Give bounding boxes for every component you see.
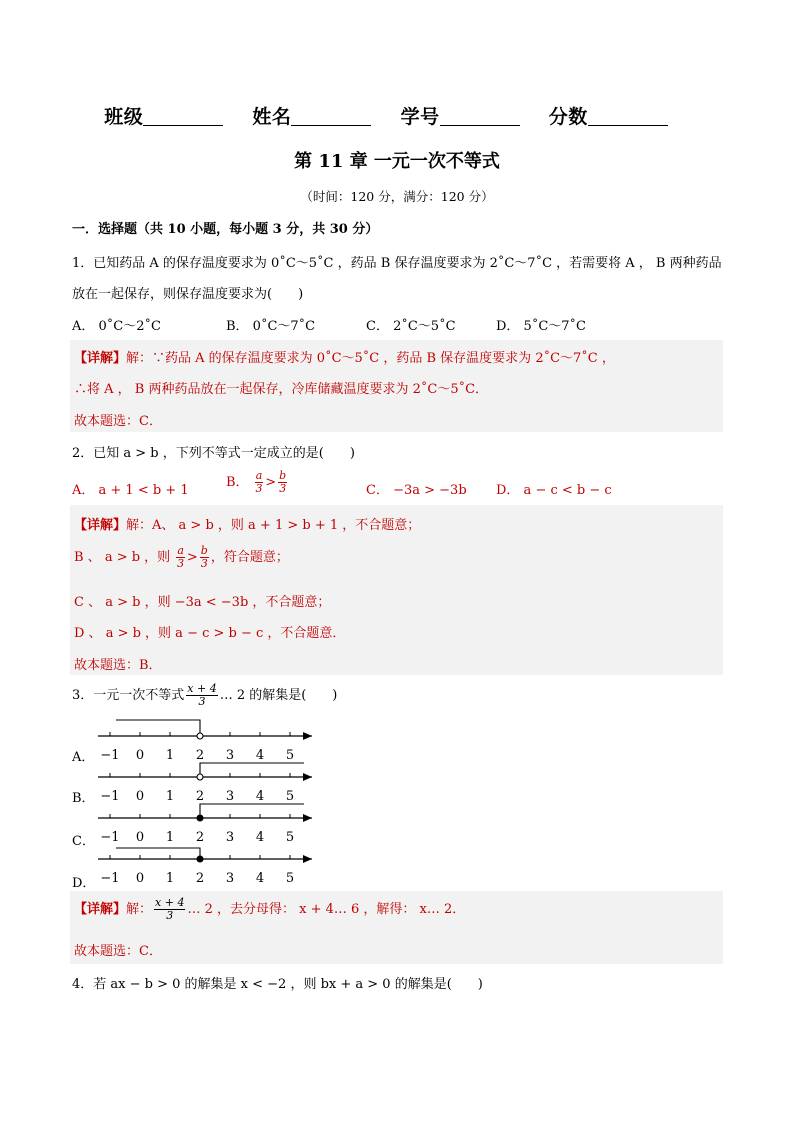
- tick-label: 5: [285, 830, 295, 845]
- q4-stem: 4．若 ax − b > 0 的解集是 x < −2 ，则 bx + a > 0 的解集是( ): [72, 977, 483, 992]
- q2-option-d[interactable]: D． a − c < b − c: [496, 483, 612, 498]
- tick-label: 1: [165, 748, 175, 763]
- solution-bracket: [200, 763, 304, 777]
- solution-bracket: [116, 720, 200, 736]
- tick-label: 1: [165, 830, 175, 845]
- q3-stem-frac: $\frac{x + 4}{3}$: [187, 682, 217, 708]
- q2-option-b-frac1: $\frac{a}{3}$: [255, 469, 263, 495]
- q2-answer: 故本题选：B．: [74, 658, 162, 673]
- q2-detail-d: D 、 a > b ，则 a − c > b − c ，不合题意．: [74, 626, 346, 641]
- score-label: 分数: [548, 106, 588, 128]
- tick-label: −1: [100, 830, 120, 845]
- q2-option-c[interactable]: C． −3a > −3b: [366, 483, 467, 498]
- q3-stem-suffix: … 2 的解集是( ): [219, 688, 338, 703]
- tick-label: −1: [100, 789, 120, 804]
- tick-label: 0: [135, 830, 145, 845]
- q3-detail-line: [74, 897, 465, 922]
- axis-arrow-icon: [303, 732, 312, 740]
- q3-detail-prefix: 解：: [126, 902, 153, 917]
- tick-label: 4: [255, 789, 265, 804]
- q2-detail-b-suffix: ，符合题意；: [210, 550, 289, 565]
- q3-detail-suffix: … 2 ，去分母得： x + 4… 6 ，解得： x… 2．: [187, 902, 466, 917]
- tick-label: 5: [285, 871, 295, 886]
- closed-point: [197, 815, 203, 821]
- number-line-d: [98, 848, 312, 886]
- q2-option-b-op: >: [265, 475, 277, 490]
- q1-detail-tag: 【详解】: [74, 351, 127, 366]
- q2-option-a[interactable]: A． a + 1 < b + 1: [72, 483, 189, 498]
- q2-detail-b-frac1: $\frac{a}{3}$: [177, 544, 185, 570]
- q2-detail-b-op: >: [186, 550, 198, 565]
- q1-option-b[interactable]: B． 0˚C～7˚C: [226, 319, 316, 334]
- q2-detail-tag: 【详解】: [74, 518, 127, 533]
- open-point: [197, 774, 203, 780]
- q3-option-b-label[interactable]: B．: [72, 791, 95, 806]
- q3-option-a-label[interactable]: A．: [72, 750, 95, 765]
- q3-stem-prefix: 3．一元一次不等式: [72, 688, 185, 703]
- q3-option-c-label[interactable]: C．: [72, 834, 95, 849]
- tick-label: 2: [195, 830, 205, 845]
- tick-label: 3: [225, 789, 235, 804]
- axis-arrow-icon: [303, 814, 312, 822]
- q1-stem-line2: 放在一起保存，则保存温度要求为( ): [72, 287, 304, 302]
- tick-label: 2: [195, 789, 205, 804]
- open-point: [197, 733, 203, 739]
- tick-label: 3: [225, 830, 235, 845]
- tick-label: 5: [285, 748, 295, 763]
- q2-option-b-frac2: $\frac{b}{3}$: [279, 469, 287, 495]
- number-line-b: [98, 763, 312, 804]
- number-line-c: [98, 804, 312, 845]
- solution-bracket: [116, 848, 200, 859]
- q3-option-d-label[interactable]: D．: [72, 876, 96, 891]
- page-subtitle: （时间：120 分，满分：120 分）: [300, 189, 494, 204]
- q1-detail-line2: ∴将 A ， B 两种药品放在一起保存，冷库储藏温度要求为 2˚C～5˚C．: [74, 382, 489, 397]
- q3-answer: 故本题选：C．: [74, 944, 162, 959]
- tick-label: 2: [195, 748, 205, 763]
- id-label: 学号: [400, 106, 440, 128]
- tick-label: 5: [285, 789, 295, 804]
- q2-stem: 2．已知 a > b ，下列不等式一定成立的是( ): [72, 446, 355, 461]
- q2-option-b-prefix: B．: [226, 475, 249, 490]
- axis-arrow-icon: [303, 855, 312, 863]
- page-title: 第 11 章 一元一次不等式: [294, 151, 500, 172]
- q3-detail-box: [70, 891, 723, 964]
- q3-detail-tag: 【详解】: [74, 902, 127, 917]
- closed-point: [197, 856, 203, 862]
- tick-label: 1: [165, 871, 175, 886]
- name-label: 姓名: [252, 106, 292, 128]
- q1-stem-line1: 1．已知药品 A 的保存温度要求为 0˚C～5˚C ，药品 B 保存温度要求为 2˚C～7˚C ，若需要将 A ， B 两种药品: [72, 256, 722, 271]
- section-heading: 一．选择题（共 10 小题，每小题 3 分，共 30 分）: [72, 222, 379, 237]
- tick-label: 1: [165, 789, 175, 804]
- tick-label: 2: [195, 871, 205, 886]
- number-line-a: [98, 720, 312, 763]
- axis-arrow-icon: [303, 773, 312, 781]
- tick-label: 0: [135, 871, 145, 886]
- tick-label: 4: [255, 871, 265, 886]
- tick-label: 3: [225, 748, 235, 763]
- q2-detail-a-text: 解：A、 a > b ，则 a + 1 > b + 1 ，不合题意；: [126, 518, 421, 533]
- tick-label: 0: [135, 748, 145, 763]
- q1-option-c[interactable]: C． 2˚C～5˚C: [366, 319, 456, 334]
- solution-bracket: [200, 804, 304, 818]
- tick-label: 4: [255, 830, 265, 845]
- tick-label: 4: [255, 748, 265, 763]
- tick-label: −1: [100, 871, 120, 886]
- q2-detail-b-prefix: B 、 a > b ，则: [74, 550, 171, 565]
- q2-detail-b-frac2: $\frac{b}{3}$: [200, 544, 208, 570]
- class-label: 班级: [104, 106, 144, 128]
- q1-option-a[interactable]: A． 0˚C～2˚C: [72, 319, 161, 334]
- q1-option-d[interactable]: D． 5˚C～7˚C: [496, 319, 586, 334]
- tick-label: 0: [135, 789, 145, 804]
- tick-label: 3: [225, 871, 235, 886]
- q1-answer: 故本题选：C．: [74, 414, 162, 429]
- q3-detail-frac: $\frac{x + 4}{3}$: [155, 896, 185, 922]
- tick-label: −1: [100, 748, 120, 763]
- q2-detail-c: C 、 a > b ，则 −3a < −3b ，不合题意；: [74, 595, 331, 610]
- q1-detail-text1: 解：∵药品 A 的保存温度要求为 0˚C～5˚C ，药品 B 保存温度要求为 2˚C～7˚C ，: [126, 351, 615, 366]
